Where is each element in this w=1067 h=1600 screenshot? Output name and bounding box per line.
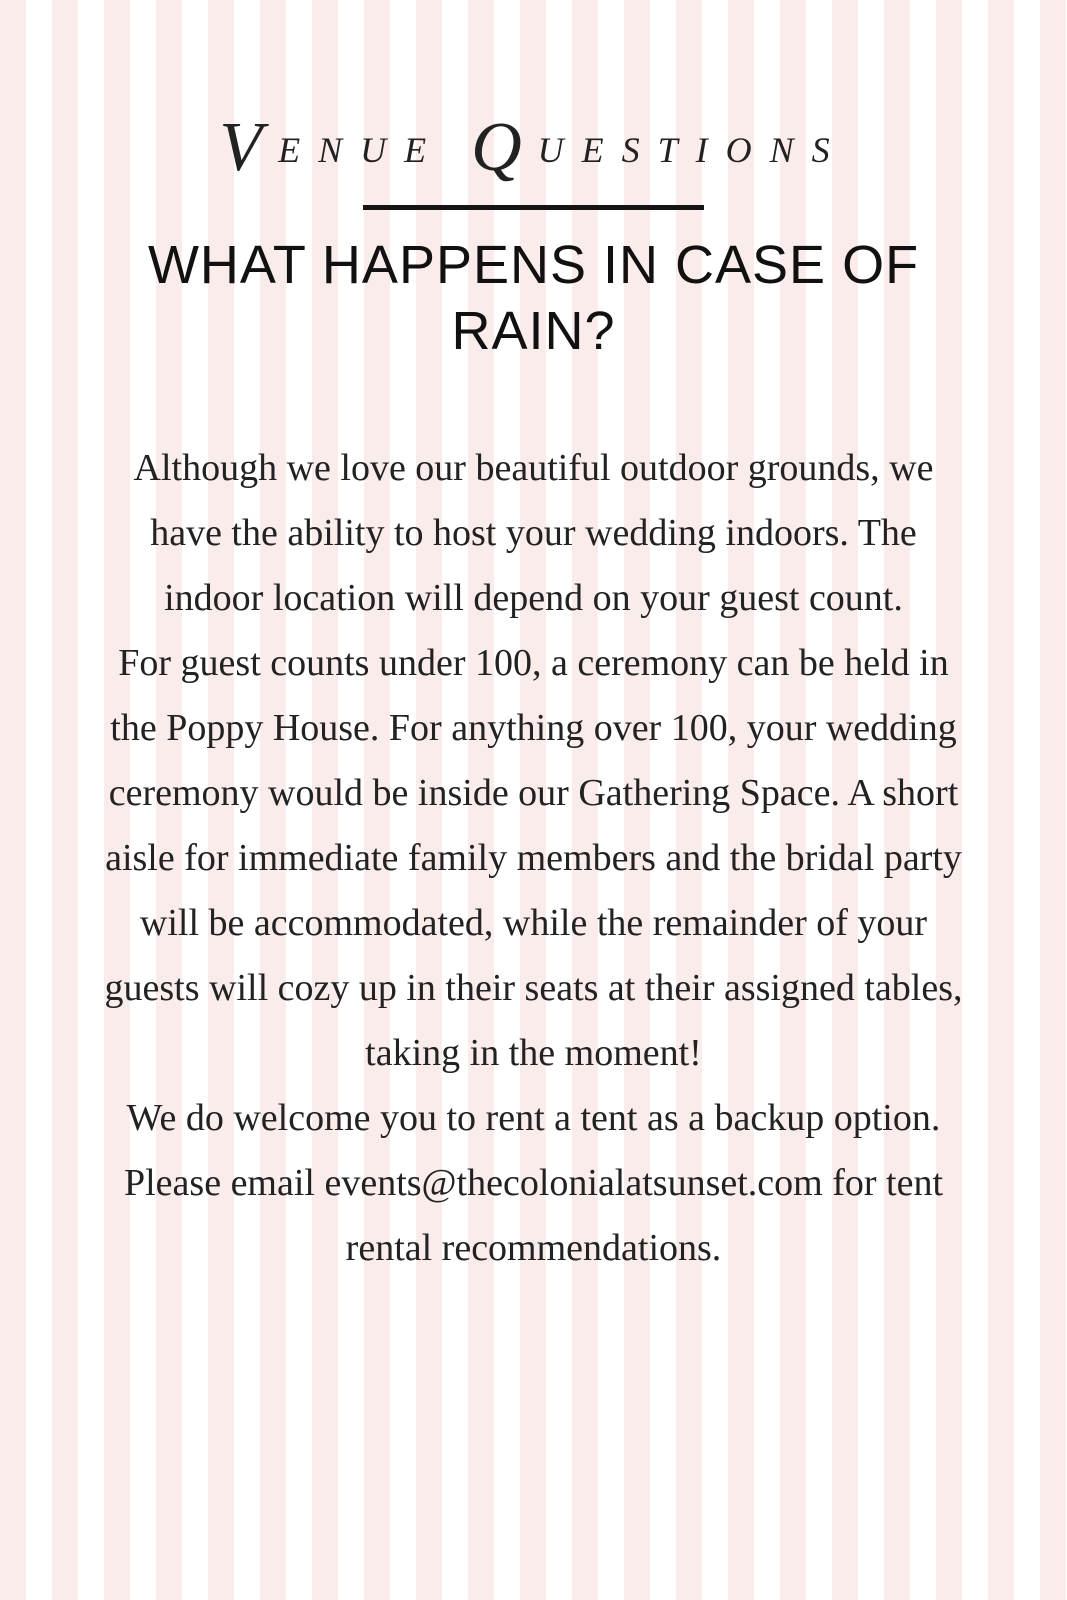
answer-paragraph-3: We do welcome you to rent a tent as a backup option. Please email events@thecolonialatsunset.com for tent rental recommendations.	[123, 1097, 944, 1269]
eyebrow-word-2: UESTIONS	[537, 130, 848, 170]
answer-paragraph-2: For guest counts under 100, a ceremony can be held in the Poppy House. For anything over 100, your wedding ceremony would be inside our Gathering Space. A short aisle for immediate family members and the bridal party will be accommodated, while the remainder of your guests will cozy up in their seats at their assigned tables, taking in the moment!	[104, 642, 963, 1074]
divider	[363, 205, 704, 210]
answer-body	[100, 436, 967, 1281]
eyebrow-initial-1: V	[219, 109, 279, 186]
answer-paragraph-1: Although we love our beautiful outdoor grounds, we have the ability to host your wedding indoors. The indoor location will depend on your guest count.	[133, 447, 934, 619]
eyebrow-initial-2: Q	[471, 109, 538, 186]
question-heading: WHAT HAPPENS IN CASE OF RAIN?	[147, 235, 920, 361]
eyebrow-word-1: ENUE	[278, 130, 445, 170]
section-eyebrow	[0, 108, 1067, 188]
